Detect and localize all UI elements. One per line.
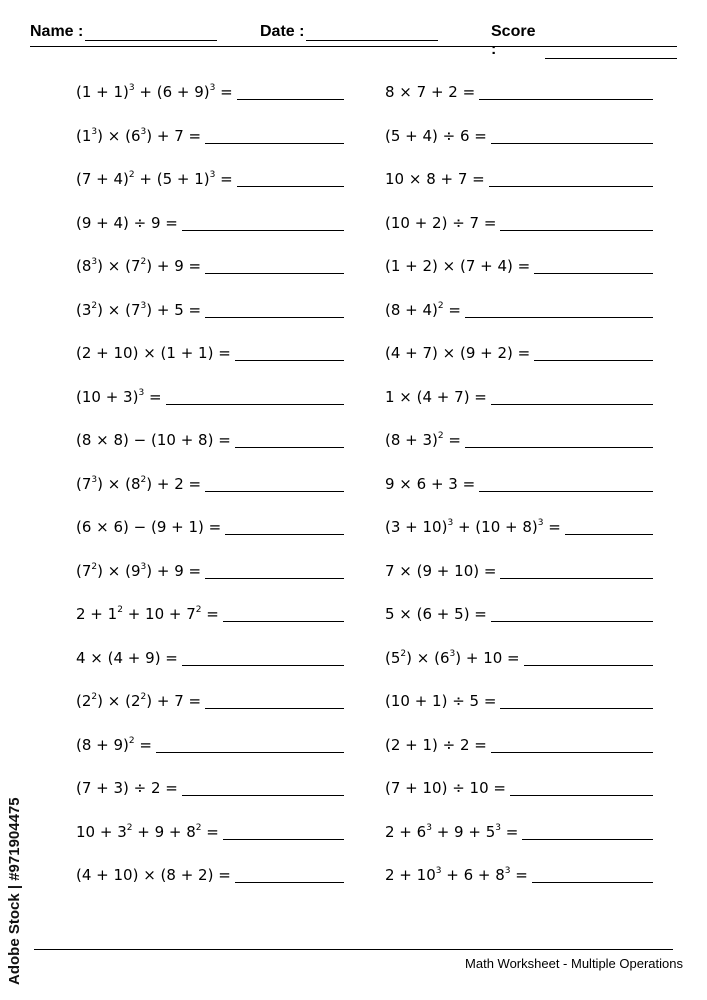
left-problem-1 [76,82,344,126]
worksheet-header [30,20,677,58]
problem-expression: $(3 + 10)^3 + (10 + 8)^3$ = [385,518,561,536]
answer-blank[interactable] [225,517,344,535]
problem-expression: (6 × 6) − (9 + 1) = [76,518,222,536]
answer-blank[interactable] [524,648,653,666]
score-field [491,23,677,59]
name-field [30,23,217,41]
answer-blank[interactable] [235,343,344,361]
problem-expression: (4 + 7) × (9 + 2) = [385,344,531,362]
problem-expression: $2 + 1^2 + 10 + 7^2$ = [76,605,219,623]
score-label: Score : [491,23,536,58]
right-problem-column [385,82,653,909]
left-problem-17 [76,778,344,822]
left-problem-3 [76,169,344,213]
exponent: 2 [437,300,444,311]
exponent: 3 [209,170,216,180]
footer-title: Math Worksheet - Multiple Operations [465,956,683,971]
answer-blank[interactable] [491,126,653,144]
left-problem-5 [76,256,344,300]
right-problem-11 [385,517,653,561]
right-problem-18 [385,822,653,866]
problem-expression: $(7^3) \times (8^2) + 2$ = [76,474,202,493]
answer-blank[interactable] [479,82,653,100]
exponent: 3 [426,822,432,833]
answer-blank[interactable] [237,169,344,187]
problem-expression: $(1 + 1)^3 + (6 + 9)^3$ = [76,83,233,101]
problem-expression: $(3^2) \times (7^3) + 5$ = [76,300,202,319]
right-problem-17 [385,778,653,822]
answer-blank[interactable] [534,343,653,361]
name-blank[interactable] [85,26,217,41]
left-problem-10 [76,474,344,518]
answer-blank[interactable] [182,213,344,231]
answer-blank[interactable] [166,387,344,405]
exponent: 2 [91,300,98,311]
problem-expression: (7 + 10) ÷ 10 = [385,779,506,797]
left-problem-7 [76,343,344,387]
answer-blank[interactable] [489,169,653,187]
problem-expression: $(7^2) \times (9^3) + 9$ = [76,561,202,580]
problem-expression: (4 + 10) × (8 + 2) = [76,866,231,884]
left-problem-column [76,82,344,909]
problem-expression: 5 × (6 + 5) = [385,605,487,623]
exponent: 3 [537,518,544,528]
stock-watermark-id: Adobe Stock | #971904475 [6,797,23,985]
answer-blank[interactable] [237,82,344,100]
answer-blank[interactable] [205,691,344,709]
left-problem-11 [76,517,344,561]
exponent: 3 [128,83,135,93]
date-field [260,23,438,41]
exponent: 3 [504,866,511,876]
name-label: Name : [30,23,84,40]
exponent: 2 [91,692,98,702]
exponent: 3 [138,387,145,398]
exponent: 2 [91,561,98,572]
answer-blank[interactable] [465,430,653,448]
right-problem-5 [385,256,653,300]
footer-divider [34,949,673,950]
problem-expression: $(7 + 4)^2 + (5 + 1)^3$ = [76,170,233,188]
left-problem-19 [76,865,344,909]
problem-expression: 10 × 8 + 7 = [385,170,485,188]
problem-expression: $(5^2) \times (6^3) + 10$ = [385,648,520,667]
exponent: 3 [91,126,98,137]
right-problem-1 [385,82,653,126]
exponent: 2 [126,822,133,833]
problem-expression: $(8 + 3)^2$ = [385,431,461,449]
exponent: 2 [195,605,202,615]
left-problem-13 [76,604,344,648]
problem-expression: (10 + 1) ÷ 5 = [385,692,497,710]
problem-expression: (2 + 10) × (1 + 1) = [76,344,231,362]
problem-expression: 9 × 6 + 3 = [385,474,476,493]
exponent: 2 [195,822,202,833]
exponent: 3 [91,257,98,267]
left-problem-2 [76,126,344,170]
left-problem-14 [76,648,344,692]
answer-blank[interactable] [534,256,653,274]
answer-blank[interactable] [491,735,653,753]
right-problem-13 [385,604,653,648]
problem-expression: $10 + 3^2 + 9 + 8^2$ = [76,822,219,841]
problem-expression: (1 + 2) × (7 + 4) = [385,257,531,275]
date-label: Date : [260,23,305,40]
right-problem-8 [385,387,653,431]
problem-expression: 4 × (4 + 9) = [76,648,178,667]
problem-expression: 8 × 7 + 2 = [385,83,476,101]
left-problem-9 [76,430,344,474]
right-problem-2 [385,126,653,170]
problem-expression: $(10 + 3)^3$ = [76,387,162,406]
answer-blank[interactable] [156,735,344,753]
exponent: 3 [209,83,216,93]
answer-blank[interactable] [510,778,653,796]
problem-expression: 1 × (4 + 7) = [385,387,487,406]
problem-expression: $2 + 6^3 + 9 + 5^3$ = [385,822,519,841]
problem-expression: (8 × 8) − (10 + 8) = [76,431,231,449]
answer-blank[interactable] [479,474,653,492]
exponent: 3 [140,126,147,137]
exponent: 2 [140,474,147,485]
problem-expression: (10 + 2) ÷ 7 = [385,213,497,232]
problem-expression: $2 + 10^3 + 6 + 8^3$ = [385,866,528,884]
exponent: 2 [400,648,407,659]
problem-expression: $(8^3) \times (7^2) + 9$ = [76,257,202,275]
exponent: 3 [140,300,147,311]
problem-expression: $(8 + 9)^2$ = [76,735,152,754]
problem-expression: $(1^3) \times (6^3) + 7$ = [76,126,202,145]
date-blank[interactable] [306,26,438,41]
left-problem-6 [76,300,344,344]
right-problem-16 [385,735,653,779]
right-problem-9 [385,430,653,474]
problem-expression: $(2^2) \times (2^2) + 7$ = [76,692,202,710]
answer-blank[interactable] [500,213,653,231]
problem-expression: (2 + 1) ÷ 2 = [385,735,487,754]
exponent: 3 [447,518,454,528]
answer-blank[interactable] [465,300,653,318]
right-problem-12 [385,561,653,605]
problem-expression: $(8 + 4)^2$ = [385,300,461,319]
exponent: 2 [140,257,147,267]
answer-blank[interactable] [205,474,344,492]
answer-blank[interactable] [205,256,344,274]
answer-blank[interactable] [223,604,344,622]
answer-blank[interactable] [182,648,344,666]
answer-blank[interactable] [491,387,653,405]
answer-blank[interactable] [522,822,653,840]
right-problem-4 [385,213,653,257]
exponent: 2 [437,431,444,441]
exponent: 3 [140,561,147,572]
exponent: 2 [140,692,147,702]
answer-blank[interactable] [532,865,653,883]
problem-expression: (9 + 4) ÷ 9 = [76,213,178,232]
answer-blank[interactable] [235,430,344,448]
exponent: 3 [435,866,442,876]
answer-blank[interactable] [500,691,653,709]
exponent: 3 [495,822,501,833]
right-problem-15 [385,691,653,735]
answer-blank[interactable] [205,561,344,579]
exponent: 3 [449,648,456,659]
right-problem-14 [385,648,653,692]
answer-blank[interactable] [565,517,653,535]
problem-expression: (5 + 4) ÷ 6 = [385,126,487,145]
left-problem-12 [76,561,344,605]
answer-blank[interactable] [235,865,344,883]
problem-expression: 7 × (9 + 10) = [385,561,497,580]
left-problem-18 [76,822,344,866]
left-problem-8 [76,387,344,431]
problem-expression: (7 + 3) ÷ 2 = [76,779,178,797]
answer-blank[interactable] [223,822,344,840]
exponent: 3 [91,474,98,485]
answer-blank[interactable] [205,126,344,144]
right-problem-19 [385,865,653,909]
exponent: 2 [128,170,135,180]
left-problem-15 [76,691,344,735]
exponent: 2 [128,735,135,746]
answer-blank[interactable] [500,561,653,579]
right-problem-6 [385,300,653,344]
left-problem-4 [76,213,344,257]
exponent: 2 [117,605,123,615]
right-problem-7 [385,343,653,387]
left-problem-16 [76,735,344,779]
answer-blank[interactable] [491,604,653,622]
right-problem-10 [385,474,653,518]
right-problem-3 [385,169,653,213]
answer-blank[interactable] [205,300,344,318]
score-blank[interactable] [545,44,677,59]
answer-blank[interactable] [182,778,344,796]
